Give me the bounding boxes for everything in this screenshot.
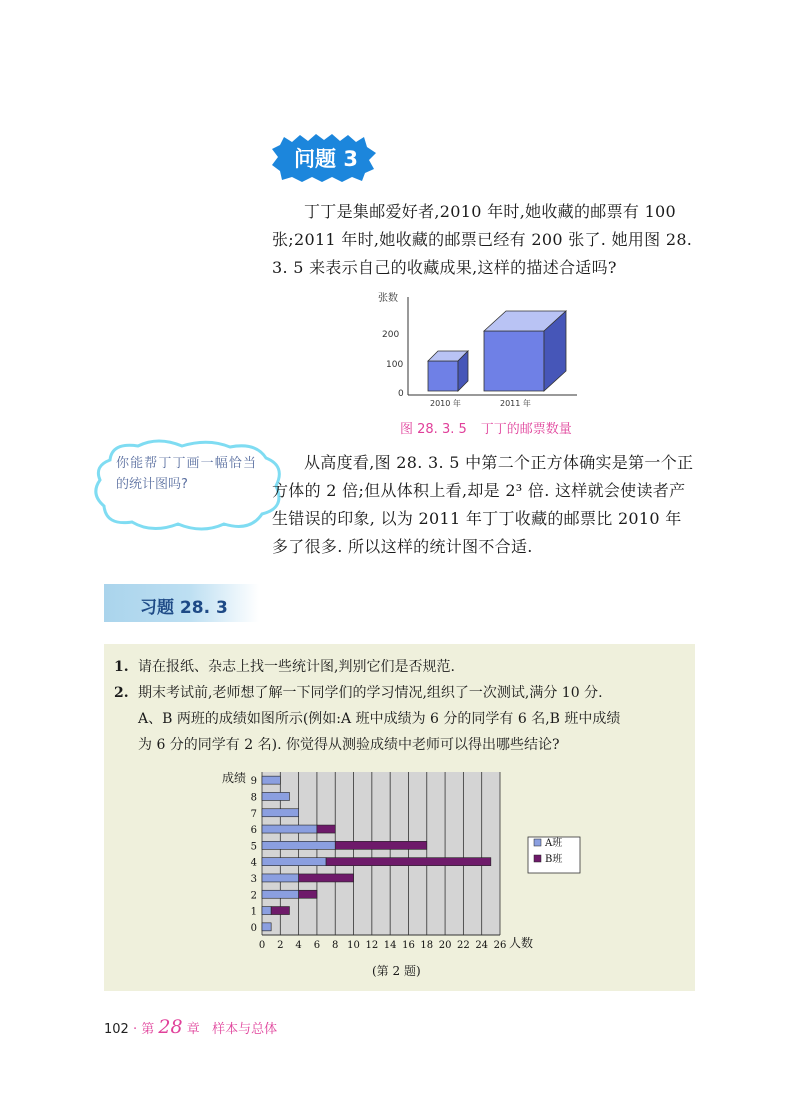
x-tick-label: 24: [475, 940, 489, 951]
chapter-suffix: 章: [186, 1022, 200, 1037]
bar-segment: [262, 776, 280, 784]
plot-area: [262, 772, 500, 935]
exercise-text: A、B 两班的成绩如图所示(例如:A 班中成绩为 6 分的同学有 6 名,B 班中成绩: [138, 711, 621, 727]
y-tick-label: 7: [250, 808, 257, 820]
x-axis-title: 人数: [509, 936, 534, 950]
cube-y-tick: 200: [382, 330, 400, 340]
problem-title: 问题 3: [294, 147, 358, 171]
cube-x-label: 2010 年: [430, 399, 461, 408]
bar-segment: [262, 874, 299, 882]
bar-segment: [262, 907, 271, 915]
problem-paragraph: 丁丁是集邮爱好者,2010 年时,她收藏的邮票有 100 张;2011 年时,她收藏的邮票已经有 200 张了. 她用图 28. 3. 5 来表示自己的收藏成果,这样的描述合适吗?: [272, 202, 693, 277]
bar-segment: [262, 923, 271, 931]
bar-segment: [271, 907, 289, 915]
y-tick-label: 6: [250, 825, 257, 837]
cube-y-label: 张数: [378, 293, 398, 304]
x-tick-label: 12: [365, 940, 379, 951]
figure-label: 图 28. 3. 5: [400, 422, 467, 437]
x-tick-label: 8: [332, 940, 339, 951]
chapter-number: 28: [158, 1016, 183, 1038]
x-tick-label: 26: [493, 940, 507, 951]
exercise-number: 2.: [114, 685, 129, 701]
x-tick-label: 14: [383, 940, 397, 951]
bar-segment: [262, 858, 326, 866]
bar-segment: [299, 874, 354, 882]
side-note: 你能帮丁丁画一幅恰当的统计图吗?: [116, 456, 256, 492]
y-tick-label: 0: [250, 922, 257, 934]
bar-segment: [262, 825, 317, 833]
x-tick-label: 22: [457, 940, 470, 951]
cube-y-tick: 100: [386, 360, 404, 370]
answer-paragraph: 从高度看,图 28. 3. 5 中第二个正方体确实是第一个正方体的 2 倍;但从体积上看,却是 2³ 倍. 这样就会使读者产生错误的印象, 以为 2011 年丁丁收藏的邮票比 2010 年多了很多. 所以这样的统计图不合适.: [272, 453, 694, 556]
legend-swatch: [534, 839, 541, 846]
x-tick-label: 18: [420, 940, 434, 951]
bar-segment: [262, 841, 335, 849]
y-tick-label: 4: [250, 857, 257, 869]
legend-label: A班: [545, 838, 563, 849]
exercise-number: 1.: [114, 659, 129, 675]
exercise-text: 请在报纸、杂志上找一些统计图,判别它们是否规范.: [138, 659, 455, 675]
score-bar-chart: [212, 768, 582, 960]
x-tick-label: 6: [313, 940, 321, 951]
x-tick-label: 16: [402, 940, 415, 951]
bar-segment: [299, 890, 317, 898]
bar-segment: [335, 841, 427, 849]
bar-segment: [317, 825, 335, 833]
y-tick-label: 3: [250, 873, 257, 885]
x-tick-label: 4: [295, 940, 302, 951]
chapter-prefix: 第: [141, 1022, 155, 1037]
chart-caption: (第 2 题): [372, 964, 421, 978]
bar-segment: [262, 890, 299, 898]
x-tick-label: 2: [277, 940, 284, 951]
x-tick-label: 20: [438, 940, 452, 951]
x-tick-label: 10: [347, 940, 360, 951]
bar-segment: [262, 792, 289, 800]
legend-label: B班: [545, 854, 563, 865]
x-tick-labels: [259, 940, 507, 951]
exercise-text: 为 6 分的同学有 2 名). 你觉得从测验成绩中老师可以得出哪些结论?: [138, 737, 560, 753]
exercise-item-2: [114, 680, 689, 758]
x-tick-label: 0: [258, 940, 266, 951]
y-tick-label: 8: [250, 792, 257, 804]
y-tick-labels: [251, 776, 257, 934]
figure-caption: [400, 418, 572, 437]
y-tick-label: 1: [250, 906, 257, 918]
page-footer: 102 · 第 28 章 样本与总体: [104, 1016, 278, 1038]
legend: [528, 836, 580, 873]
bar-segment: [262, 809, 299, 817]
exercise-text: 期末考试前,老师想了解一下同学们的学习情况,组织了一次测试,满分 10 分.: [138, 685, 603, 701]
cube-2010: [428, 351, 468, 391]
page-number: 102: [104, 1022, 129, 1037]
y-tick-label: 5: [250, 841, 257, 853]
cube-y-tick: 0: [398, 389, 404, 399]
y-axis-title: 成绩: [222, 771, 247, 785]
cube-x-label: 2011 年: [500, 399, 531, 408]
chapter-title: 样本与总体: [212, 1022, 278, 1037]
y-tick-label: 2: [250, 890, 257, 902]
figure-title: 丁丁的邮票数量: [480, 422, 572, 437]
exercise-title: 习题 28. 3: [140, 598, 228, 618]
exercise-item-1: [114, 654, 689, 680]
legend-swatch: [534, 855, 541, 862]
y-tick-label: 9: [250, 776, 257, 788]
cube-2011: [484, 311, 566, 391]
stamp-cube-figure: [372, 285, 592, 413]
bar-segment: [326, 858, 491, 866]
